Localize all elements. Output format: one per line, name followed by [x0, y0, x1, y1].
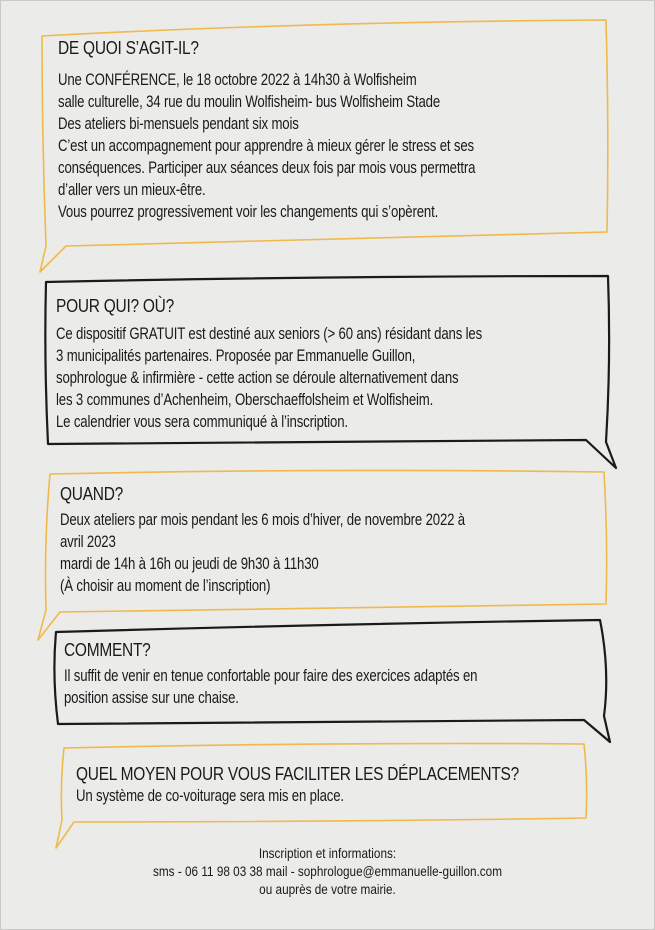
section-line: Un système de co-voiturage sera mis en place.: [76, 787, 344, 805]
section-heading: DE QUOI S’AGIT-IL?: [58, 38, 199, 58]
section-line: position assise sur une chaise.: [64, 689, 239, 707]
footer-contact: sms - 06 11 98 03 38 mail - sophrologue@emmanuelle-guillon.com: [152, 863, 503, 879]
section-line: salle culturelle, 34 rue du moulin Wolfisheim- bus Wolfisheim Stade: [58, 93, 441, 111]
section-heading: POUR QUI? OÙ?: [56, 296, 174, 316]
section-what: [58, 38, 580, 223]
section-line: Des ateliers bi-mensuels pendant six mois: [58, 115, 299, 133]
section-who-where: [56, 296, 589, 433]
section-transport: [76, 764, 591, 807]
section-line: 3 municipalités partenaires. Proposée par Emmanuelle Guillon,: [56, 347, 416, 365]
footer-mairie: ou auprès de votre mairie.: [259, 881, 396, 897]
footer-title: Inscription et informations:: [258, 845, 397, 861]
section-line: Ce dispositif GRATUIT est destiné aux seniors (> 60 ans) résidant dans les: [56, 325, 483, 343]
section-heading: QUEL MOYEN POUR VOUS FACILITER LES DÉPLACEMENTS?: [76, 764, 519, 784]
section-line: Une CONFÉRENCE, le 18 octobre 2022 à 14h30 à Wolfisheim: [58, 71, 417, 89]
contact-footer: [0, 844, 655, 898]
section-line: conséquences. Participer aux séances deux fois par mois vous permettra: [58, 159, 476, 177]
section-line: avril 2023: [60, 533, 116, 551]
section-line: Vous pourrez progressivement voir les changements qui s’opèrent.: [58, 203, 439, 221]
section-line: Il suffit de venir en tenue confortable pour faire des exercices adaptés en: [64, 667, 478, 685]
section-line: les 3 communes d’Achenheim, Oberschaeffolsheim et Wolfisheim.: [56, 391, 434, 409]
section-line: C’est un accompagnement pour apprendre à mieux gérer le stress et ses: [58, 137, 474, 155]
section-line: (À choisir au moment de l’inscription): [60, 577, 271, 595]
section-how: [64, 640, 581, 709]
section-heading: QUAND?: [60, 484, 123, 504]
section-heading: COMMENT?: [64, 640, 151, 660]
section-line: sophrologue & infirmière - cette action se déroule alternativement dans: [56, 369, 459, 387]
section-line: d’aller vers un mieux-être.: [58, 181, 206, 199]
section-when: [60, 484, 566, 597]
section-line: mardi de 14h à 16h ou jeudi de 9h30 à 11h30: [60, 555, 319, 573]
section-line: Deux ateliers par mois pendant les 6 mois d’hiver, de novembre 2022 à: [60, 511, 465, 529]
section-line: Le calendrier vous sera communiqué à l’inscription.: [56, 413, 348, 431]
